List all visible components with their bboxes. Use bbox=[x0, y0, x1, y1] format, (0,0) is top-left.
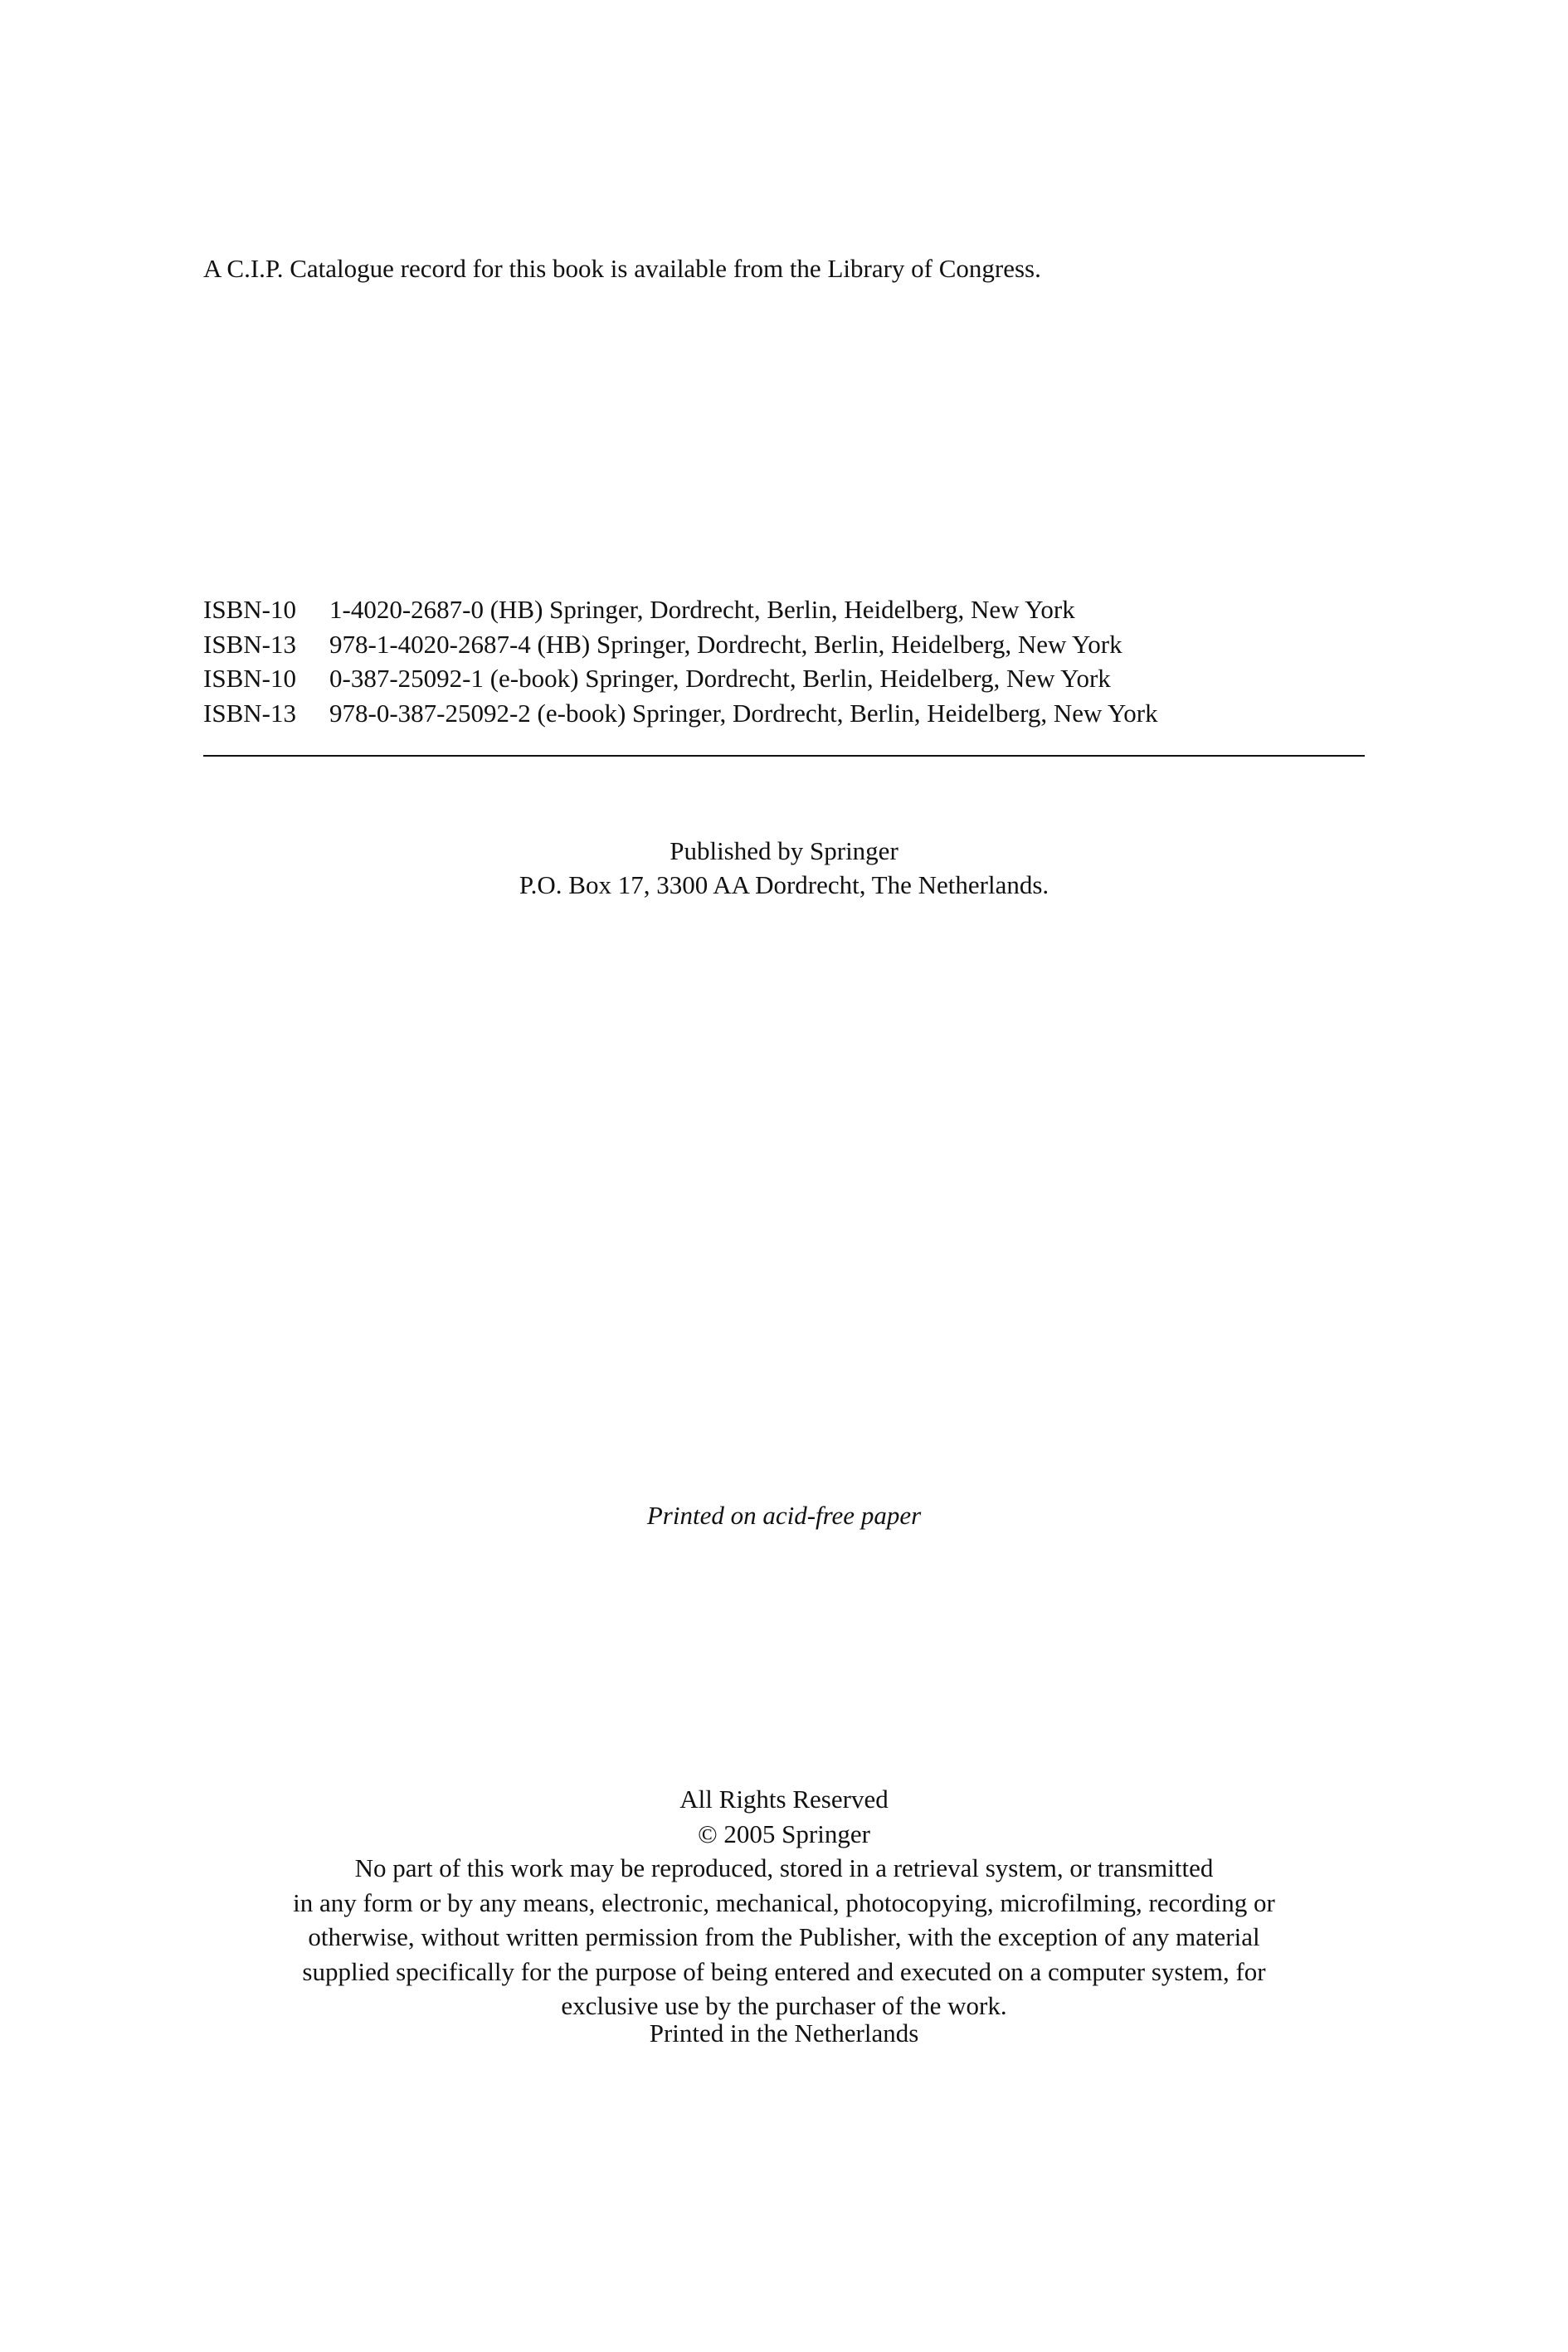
isbn-type: ISBN-10 bbox=[203, 664, 296, 693]
isbn-row bbox=[203, 592, 1158, 627]
acid-free-note: Printed on acid-free paper bbox=[646, 1501, 922, 1530]
isbn-value: 0-387-25092-1 (e-book) Springer, Dordrecht, Berlin, Heidelberg, New York bbox=[329, 664, 1111, 693]
publisher-block bbox=[0, 834, 1568, 902]
publisher-name: Published by Springer bbox=[670, 836, 898, 865]
isbn-value: 978-1-4020-2687-4 (HB) Springer, Dordrecht, Berlin, Heidelberg, New York bbox=[329, 629, 1122, 659]
rights-block bbox=[0, 1782, 1568, 2023]
isbn-type: ISBN-13 bbox=[203, 698, 296, 728]
publisher-address: P.O. Box 17, 3300 AA Dordrecht, The Netherlands. bbox=[519, 870, 1049, 899]
rights-text-line: otherwise, without written permission from the Publisher, with the exception of any material bbox=[308, 1922, 1260, 1951]
printed-in-note: Printed in the Netherlands bbox=[649, 2018, 919, 2048]
rights-text-line: supplied specifically for the purpose of being entered and executed on a computer system, for bbox=[302, 1956, 1266, 1986]
isbn-type: ISBN-10 bbox=[203, 595, 296, 624]
isbn-row bbox=[203, 627, 1158, 662]
isbn-row bbox=[203, 696, 1158, 731]
isbn-row bbox=[203, 661, 1158, 696]
horizontal-divider bbox=[203, 755, 1365, 757]
isbn-type: ISBN-13 bbox=[203, 629, 296, 659]
copyright-line: © 2005 Springer bbox=[698, 1819, 870, 1848]
isbn-list bbox=[203, 592, 1158, 730]
isbn-value: 978-0-387-25092-2 (e-book) Springer, Dordrecht, Berlin, Heidelberg, New York bbox=[329, 698, 1158, 728]
rights-text-line: in any form or by any means, electronic, mechanical, photocopying, microfilming, recording or bbox=[293, 1887, 1275, 1917]
rights-heading: All Rights Reserved bbox=[679, 1785, 889, 1814]
rights-text-line: exclusive use by the purchaser of the work. bbox=[561, 1991, 1007, 2020]
isbn-value: 1-4020-2687-0 (HB) Springer, Dordrecht, Berlin, Heidelberg, New York bbox=[329, 595, 1075, 624]
rights-text-line: No part of this work may be reproduced, stored in a retrieval system, or transmitted bbox=[354, 1853, 1214, 1882]
cip-catalogue-line: A C.I.P. Catalogue record for this book is available from the Library of Congress. bbox=[203, 254, 1041, 283]
